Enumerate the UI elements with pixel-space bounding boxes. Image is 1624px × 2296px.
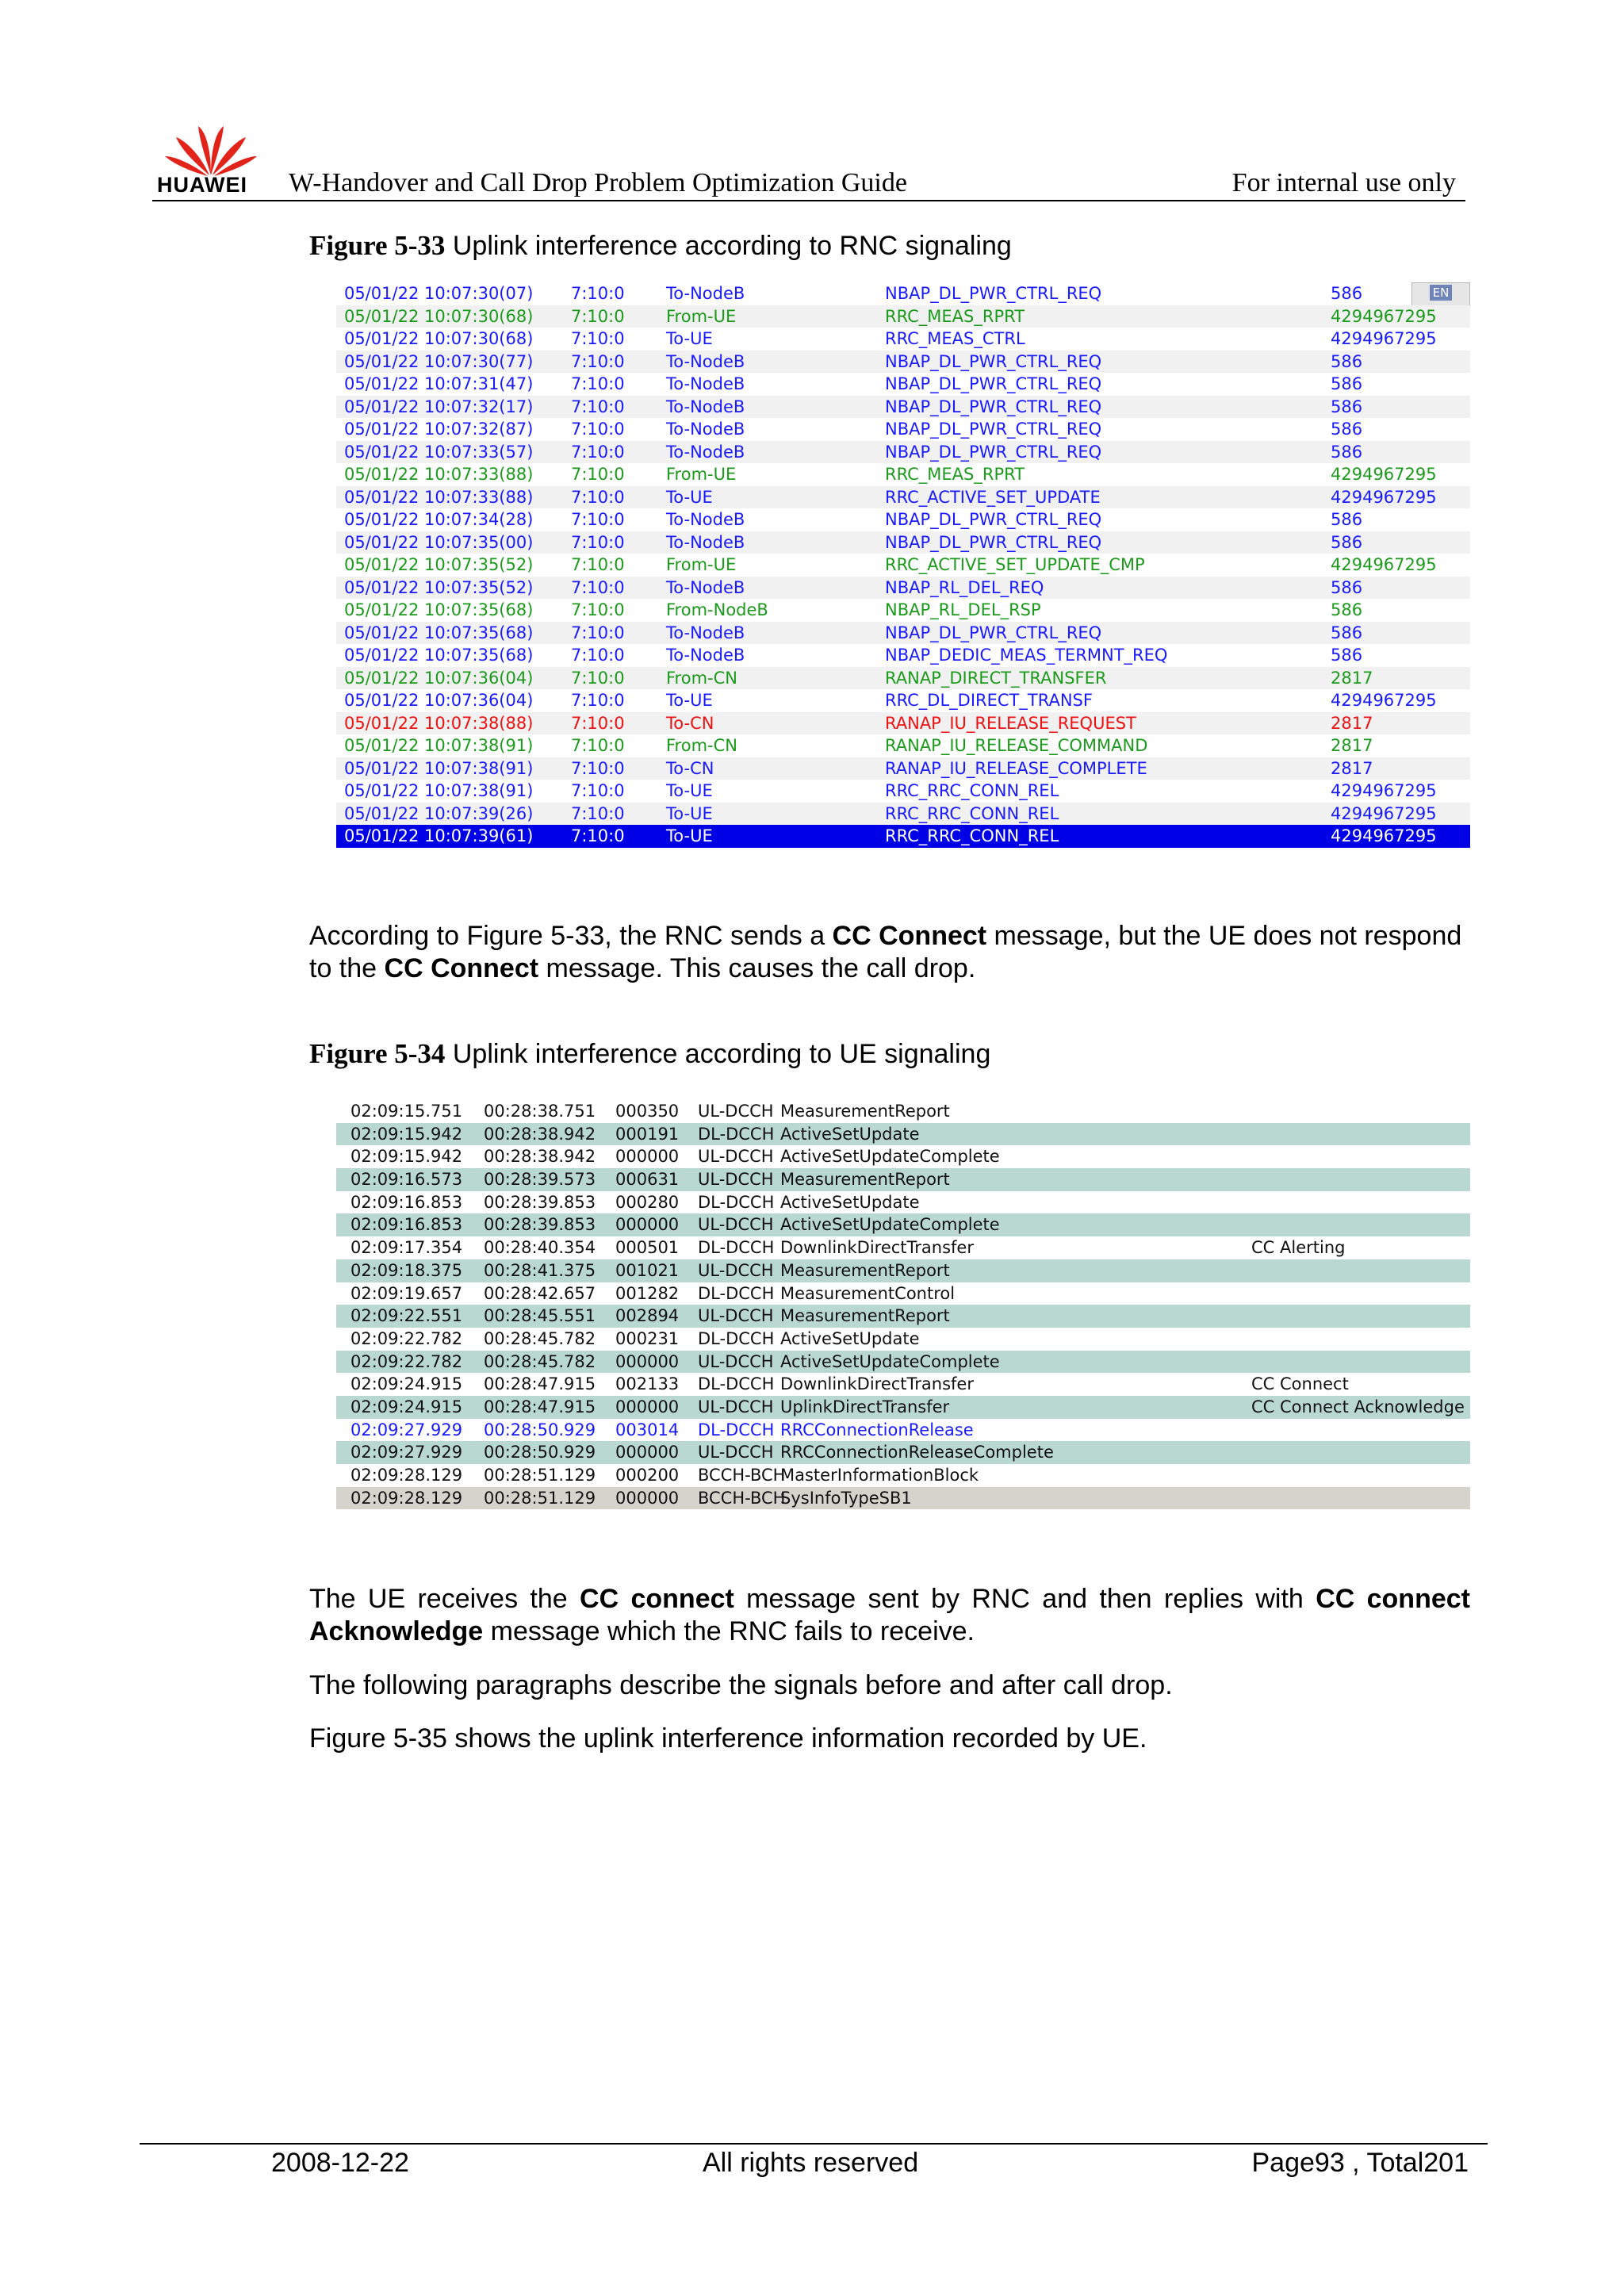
message-cell: NBAP_DL_PWR_CTRL_REQ <box>885 442 1102 462</box>
cell-id-cell: 7:10:0 <box>571 397 625 416</box>
message-cell: RANAP_IU_RELEASE_COMMAND <box>885 736 1148 755</box>
cell-id-cell: 7:10:0 <box>571 691 625 710</box>
message-cell: RRCConnectionRelease <box>780 1420 974 1439</box>
table-row[interactable] <box>336 1236 1470 1259</box>
direction-cell: To-NodeB <box>666 397 745 416</box>
value-cell: 2817 <box>1331 668 1373 688</box>
message-cell: DownlinkDirectTransfer <box>780 1238 974 1258</box>
elapsed-cell: 00:28:45.551 <box>484 1306 596 1326</box>
time-cell: 05/01/22 10:07:31(47) <box>344 374 534 393</box>
channel-cell: DL-DCCH <box>698 1238 775 1258</box>
figure-34-title: Uplink interference according to UE signaling <box>452 1039 991 1069</box>
value-cell: 586 <box>1331 532 1363 552</box>
table-row[interactable] <box>336 1396 1470 1419</box>
time-cell: 02:09:22.551 <box>350 1306 463 1326</box>
cell-id-cell: 7:10:0 <box>571 781 625 800</box>
sequence-cell: 000200 <box>615 1466 680 1485</box>
cell-id-cell: 7:10:0 <box>571 374 625 393</box>
channel-cell: UL-DCCH <box>698 1170 774 1190</box>
sequence-cell: 000000 <box>615 1351 680 1371</box>
channel-cell: UL-DCCH <box>698 1260 774 1280</box>
value-cell: 4294967295 <box>1331 691 1437 710</box>
figure-33-title: Uplink interference according to RNC signaling <box>452 231 1012 261</box>
direction-cell: From-UE <box>666 555 737 574</box>
para2-text-a: The UE receives the <box>309 1584 580 1614</box>
direction-cell: To-NodeB <box>666 646 745 665</box>
time-cell: 05/01/22 10:07:30(68) <box>344 306 534 326</box>
sequence-cell: 002133 <box>615 1374 680 1394</box>
direction-cell: To-UE <box>666 781 713 800</box>
table-row[interactable] <box>336 1168 1470 1191</box>
language-badge[interactable] <box>1411 282 1470 308</box>
sequence-cell: 000191 <box>615 1124 680 1144</box>
value-cell: 586 <box>1331 374 1363 393</box>
figure-33-label: Figure 5-33 <box>309 230 446 261</box>
sequence-cell: 000501 <box>615 1238 680 1258</box>
cell-id-cell: 7:10:0 <box>571 646 625 665</box>
cell-id-cell: 7:10:0 <box>571 668 625 688</box>
table-row[interactable] <box>336 689 1470 712</box>
message-cell: MeasurementControl <box>780 1283 956 1303</box>
value-cell: 586 <box>1331 284 1363 303</box>
paragraph-figure-35-reference: Figure 5-35 shows the uplink interference information recorded by UE. <box>309 1723 1147 1754</box>
table-row[interactable] <box>336 577 1470 600</box>
elapsed-cell: 00:28:39.853 <box>484 1192 596 1212</box>
time-cell: 05/01/22 10:07:36(04) <box>344 668 534 688</box>
table-row[interactable] <box>336 757 1470 780</box>
message-cell: MeasurementReport <box>780 1102 950 1121</box>
direction-cell: To-UE <box>666 487 713 507</box>
time-cell: 02:09:22.782 <box>350 1328 463 1348</box>
value-cell: 4294967295 <box>1331 465 1437 484</box>
message-cell: RRC_ACTIVE_SET_UPDATE <box>885 487 1101 507</box>
channel-cell: UL-DCCH <box>698 1102 774 1121</box>
time-cell: 02:09:28.129 <box>350 1466 463 1485</box>
paragraph-ue-cc-connect <box>309 1583 1470 1648</box>
message-cell: MeasurementReport <box>780 1260 950 1280</box>
classification-label: For internal use only <box>1231 168 1456 197</box>
time-cell: 02:09:24.915 <box>350 1397 463 1416</box>
sequence-cell: 000350 <box>615 1102 680 1121</box>
note-cell: CC Alerting <box>1251 1238 1346 1258</box>
language-badge-label: EN <box>1430 285 1452 301</box>
cell-id-cell: 7:10:0 <box>571 713 625 733</box>
elapsed-cell: 00:28:50.929 <box>484 1420 596 1439</box>
table-row[interactable] <box>336 667 1470 690</box>
para2-line-2 <box>309 1616 1470 1648</box>
para2-text-c: message sent by RNC and then replies with <box>733 1584 1316 1614</box>
message-cell: NBAP_DEDIC_MEAS_TERMNT_REQ <box>885 646 1168 665</box>
time-cell: 05/01/22 10:07:34(28) <box>344 510 534 529</box>
elapsed-cell: 00:28:39.853 <box>484 1215 596 1235</box>
time-cell: 05/01/22 10:07:32(87) <box>344 420 534 439</box>
table-row[interactable] <box>336 1259 1470 1282</box>
elapsed-cell: 00:28:45.782 <box>484 1328 596 1348</box>
table-row[interactable] <box>336 531 1470 554</box>
cell-id-cell: 7:10:0 <box>571 487 625 507</box>
document-title: W-Handover and Call Drop Problem Optimization Guide <box>289 168 907 197</box>
table-row[interactable] <box>336 712 1470 735</box>
channel-cell: UL-DCCH <box>698 1215 774 1235</box>
header-divider <box>152 200 1465 201</box>
message-cell: UplinkDirectTransfer <box>780 1397 950 1416</box>
value-cell: 586 <box>1331 397 1363 416</box>
sequence-cell: 000280 <box>615 1192 680 1212</box>
channel-cell: UL-DCCH <box>698 1351 774 1371</box>
time-cell: 05/01/22 10:07:38(91) <box>344 736 534 755</box>
table-row[interactable] <box>336 328 1470 351</box>
table-row[interactable] <box>336 1419 1470 1442</box>
elapsed-cell: 00:28:51.129 <box>484 1488 596 1508</box>
message-cell: RANAP_IU_RELEASE_COMPLETE <box>885 758 1147 778</box>
note-cell: CC Connect Acknowledge <box>1251 1397 1465 1416</box>
elapsed-cell: 00:28:47.915 <box>484 1397 596 1416</box>
table-row[interactable] <box>336 1441 1470 1464</box>
sequence-cell: 003014 <box>615 1420 680 1439</box>
cell-id-cell: 7:10:0 <box>571 284 625 303</box>
table-row[interactable] <box>336 486 1470 509</box>
figure-34-caption <box>309 1038 990 1070</box>
elapsed-cell: 00:28:38.751 <box>484 1102 596 1121</box>
message-cell: RANAP_DIRECT_TRANSFER <box>885 668 1107 688</box>
time-cell: 05/01/22 10:07:38(91) <box>344 758 534 778</box>
direction-cell: From-UE <box>666 465 737 484</box>
message-cell: ActiveSetUpdateComplete <box>780 1215 1000 1235</box>
time-cell: 02:09:22.782 <box>350 1351 463 1371</box>
ue-signaling-table <box>336 1100 1470 1509</box>
value-cell: 2817 <box>1331 736 1373 755</box>
value-cell: 4294967295 <box>1331 803 1437 823</box>
para1-text-e: message. This causes the call drop. <box>538 953 976 983</box>
time-cell: 02:09:19.657 <box>350 1283 463 1303</box>
cell-id-cell: 7:10:0 <box>571 465 625 484</box>
message-cell: RRC_MEAS_CTRL <box>885 329 1025 348</box>
direction-cell: To-NodeB <box>666 442 745 462</box>
para2-text-f: message which the RNC fails to receive. <box>483 1616 975 1646</box>
elapsed-cell: 00:28:45.782 <box>484 1351 596 1371</box>
message-cell: SysInfoTypeSB1 <box>780 1488 912 1508</box>
message-cell: NBAP_DL_PWR_CTRL_REQ <box>885 351 1102 371</box>
channel-cell: UL-DCCH <box>698 1147 774 1167</box>
message-cell: RRC_MEAS_RPRT <box>885 306 1025 326</box>
direction-cell: To-UE <box>666 329 713 348</box>
direction-cell: To-NodeB <box>666 623 745 642</box>
time-cell: 02:09:28.129 <box>350 1488 463 1508</box>
paragraph-signals-description: The following paragraphs describe the signals before and after call drop. <box>309 1670 1173 1700</box>
table-row[interactable] <box>336 644 1470 667</box>
table-row[interactable] <box>336 351 1470 374</box>
sequence-cell: 002894 <box>615 1306 680 1326</box>
cell-id-cell: 7:10:0 <box>571 532 625 552</box>
direction-cell: To-UE <box>666 691 713 710</box>
value-cell: 4294967295 <box>1331 487 1437 507</box>
table-row[interactable] <box>336 1123 1470 1146</box>
table-row[interactable] <box>336 780 1470 803</box>
table-row[interactable] <box>336 1373 1470 1396</box>
cell-id-cell: 7:10:0 <box>571 351 625 371</box>
table-row[interactable] <box>336 441 1470 464</box>
elapsed-cell: 00:28:42.657 <box>484 1283 596 1303</box>
table-row[interactable] <box>336 1464 1470 1487</box>
time-cell: 02:09:15.942 <box>350 1147 463 1167</box>
time-cell: 02:09:17.354 <box>350 1238 463 1258</box>
message-cell: RRC_RRC_CONN_REL <box>885 826 1059 845</box>
channel-cell: DL-DCCH <box>698 1192 775 1212</box>
elapsed-cell: 00:28:51.129 <box>484 1466 596 1485</box>
direction-cell: To-NodeB <box>666 351 745 371</box>
table-row[interactable] <box>336 305 1470 328</box>
value-cell: 4294967295 <box>1331 329 1437 348</box>
table-row[interactable] <box>336 622 1470 645</box>
table-row[interactable] <box>336 508 1470 531</box>
cell-id-cell: 7:10:0 <box>571 736 625 755</box>
figure-33-caption <box>309 230 1012 262</box>
sequence-cell: 000000 <box>615 1488 680 1508</box>
direction-cell: From-UE <box>666 306 737 326</box>
table-row[interactable] <box>336 418 1470 441</box>
message-cell: NBAP_RL_DEL_RSP <box>885 600 1041 619</box>
para2-bold-cc-connect-2: CC connect <box>1316 1584 1470 1614</box>
value-cell: 586 <box>1331 351 1363 371</box>
cell-id-cell: 7:10:0 <box>571 420 625 439</box>
message-cell: RRC_RRC_CONN_REL <box>885 781 1059 800</box>
message-cell: NBAP_RL_DEL_REQ <box>885 577 1044 597</box>
direction-cell: From-NodeB <box>666 600 768 619</box>
message-cell: ActiveSetUpdate <box>780 1124 920 1144</box>
note-cell: CC Connect <box>1251 1374 1349 1394</box>
time-cell: 02:09:18.375 <box>350 1260 463 1280</box>
table-row[interactable] <box>336 825 1470 848</box>
time-cell: 05/01/22 10:07:33(88) <box>344 487 534 507</box>
table-row[interactable] <box>336 1100 1470 1123</box>
table-row[interactable] <box>336 396 1470 419</box>
table-row[interactable] <box>336 1213 1470 1236</box>
message-cell: NBAP_DL_PWR_CTRL_REQ <box>885 532 1102 552</box>
channel-cell: UL-DCCH <box>698 1306 774 1326</box>
value-cell: 4294967295 <box>1331 826 1437 845</box>
elapsed-cell: 00:28:47.915 <box>484 1374 596 1394</box>
message-cell: RRC_ACTIVE_SET_UPDATE_CMP <box>885 555 1145 574</box>
value-cell: 2817 <box>1331 758 1373 778</box>
message-cell: NBAP_DL_PWR_CTRL_REQ <box>885 420 1102 439</box>
time-cell: 02:09:15.751 <box>350 1102 463 1121</box>
time-cell: 02:09:27.929 <box>350 1443 463 1462</box>
direction-cell: To-NodeB <box>666 510 745 529</box>
table-row[interactable] <box>336 282 1470 305</box>
direction-cell: To-CN <box>666 758 714 778</box>
direction-cell: To-NodeB <box>666 577 745 597</box>
time-cell: 05/01/22 10:07:30(07) <box>344 284 534 303</box>
direction-cell: To-CN <box>666 713 714 733</box>
para2-line-1 <box>309 1583 1470 1616</box>
time-cell: 05/01/22 10:07:38(91) <box>344 781 534 800</box>
direction-cell: To-NodeB <box>666 374 745 393</box>
time-cell: 05/01/22 10:07:33(57) <box>344 442 534 462</box>
direction-cell: To-NodeB <box>666 532 745 552</box>
table-row[interactable] <box>336 803 1470 826</box>
message-cell: ActiveSetUpdate <box>780 1328 920 1348</box>
value-cell: 586 <box>1331 600 1363 619</box>
time-cell: 05/01/22 10:07:36(04) <box>344 691 534 710</box>
cell-id-cell: 7:10:0 <box>571 600 625 619</box>
para1-text-a: According to Figure 5-33, the RNC sends a <box>309 921 833 951</box>
paragraph-rnc-cc-connect <box>309 920 1470 985</box>
cell-id-cell: 7:10:0 <box>571 577 625 597</box>
channel-cell: DL-DCCH <box>698 1374 775 1394</box>
para1-text-c: message, but the UE does not respond to the <box>309 921 1462 983</box>
message-cell: MeasurementReport <box>780 1306 950 1326</box>
cell-id-cell: 7:10:0 <box>571 510 625 529</box>
cell-id-cell: 7:10:0 <box>571 329 625 348</box>
sequence-cell: 001021 <box>615 1260 680 1280</box>
elapsed-cell: 00:28:50.929 <box>484 1443 596 1462</box>
channel-cell: BCCH-BCH <box>698 1488 786 1508</box>
logo-wordmark: HUAWEI <box>157 173 247 197</box>
cell-id-cell: 7:10:0 <box>571 442 625 462</box>
footer-page: Page93 , Total201 <box>1251 2148 1469 2178</box>
table-row[interactable] <box>336 1351 1470 1374</box>
sequence-cell: 000000 <box>615 1397 680 1416</box>
table-row[interactable] <box>336 1282 1470 1305</box>
elapsed-cell: 00:28:39.573 <box>484 1170 596 1190</box>
message-cell: RANAP_IU_RELEASE_REQUEST <box>885 713 1136 733</box>
table-row[interactable] <box>336 1487 1470 1510</box>
sequence-cell: 001282 <box>615 1283 680 1303</box>
table-row[interactable] <box>336 373 1470 396</box>
sequence-cell: 000231 <box>615 1328 680 1348</box>
table-row[interactable] <box>336 554 1470 577</box>
channel-cell: UL-DCCH <box>698 1443 774 1462</box>
time-cell: 02:09:27.929 <box>350 1420 463 1439</box>
elapsed-cell: 00:28:38.942 <box>484 1124 596 1144</box>
sequence-cell: 000631 <box>615 1170 680 1190</box>
direction-cell: To-NodeB <box>666 420 745 439</box>
time-cell: 05/01/22 10:07:38(88) <box>344 713 534 733</box>
table-row[interactable] <box>336 1191 1470 1214</box>
message-cell: NBAP_DL_PWR_CTRL_REQ <box>885 623 1102 642</box>
time-cell: 05/01/22 10:07:35(52) <box>344 577 534 597</box>
table-row[interactable] <box>336 1305 1470 1328</box>
para1-bold-cc-connect: CC Connect <box>832 921 987 951</box>
value-cell: 4294967295 <box>1331 306 1437 326</box>
cell-id-cell: 7:10:0 <box>571 803 625 823</box>
time-cell: 02:09:15.942 <box>350 1124 463 1144</box>
table-row[interactable] <box>336 599 1470 622</box>
value-cell: 586 <box>1331 510 1363 529</box>
message-cell: DownlinkDirectTransfer <box>780 1374 974 1394</box>
footer-divider <box>140 2143 1488 2145</box>
table-row[interactable] <box>336 1328 1470 1351</box>
time-cell: 05/01/22 10:07:32(17) <box>344 397 534 416</box>
direction-cell: To-UE <box>666 826 713 845</box>
value-cell: 4294967295 <box>1331 781 1437 800</box>
figure-34-label: Figure 5-34 <box>309 1038 446 1069</box>
para2-bold-acknowledge: Acknowledge <box>309 1616 484 1646</box>
message-cell: RRC_MEAS_RPRT <box>885 465 1025 484</box>
para1-bold-cc-connect-2: CC Connect <box>384 953 539 983</box>
time-cell: 05/01/22 10:07:35(68) <box>344 623 534 642</box>
channel-cell: DL-DCCH <box>698 1420 775 1439</box>
time-cell: 05/01/22 10:07:35(00) <box>344 532 534 552</box>
time-cell: 05/01/22 10:07:35(68) <box>344 646 534 665</box>
cell-id-cell: 7:10:0 <box>571 623 625 642</box>
cell-id-cell: 7:10:0 <box>571 306 625 326</box>
time-cell: 05/01/22 10:07:30(77) <box>344 351 534 371</box>
footer-rights: All rights reserved <box>703 2148 919 2178</box>
channel-cell: DL-DCCH <box>698 1328 775 1348</box>
elapsed-cell: 00:28:38.942 <box>484 1147 596 1167</box>
cell-id-cell: 7:10:0 <box>571 758 625 778</box>
message-cell: ActiveSetUpdateComplete <box>780 1147 1000 1167</box>
time-cell: 05/01/22 10:07:30(68) <box>344 329 534 348</box>
message-cell: ActiveSetUpdate <box>780 1192 920 1212</box>
table-row[interactable] <box>336 1145 1470 1168</box>
time-cell: 02:09:16.573 <box>350 1170 463 1190</box>
time-cell: 05/01/22 10:07:39(61) <box>344 826 534 845</box>
cell-id-cell: 7:10:0 <box>571 555 625 574</box>
sequence-cell: 000000 <box>615 1215 680 1235</box>
channel-cell: BCCH-BCH <box>698 1466 786 1485</box>
value-cell: 586 <box>1331 577 1363 597</box>
message-cell: RRCConnectionReleaseComplete <box>780 1443 1054 1462</box>
direction-cell: To-NodeB <box>666 284 745 303</box>
value-cell: 586 <box>1331 420 1363 439</box>
value-cell: 586 <box>1331 623 1363 642</box>
table-row[interactable] <box>336 734 1470 757</box>
time-cell: 05/01/22 10:07:35(68) <box>344 600 534 619</box>
time-cell: 05/01/22 10:07:33(88) <box>344 465 534 484</box>
direction-cell: From-CN <box>666 736 737 755</box>
para2-bold-cc-connect: CC connect <box>580 1584 734 1614</box>
message-cell: NBAP_DL_PWR_CTRL_REQ <box>885 397 1102 416</box>
message-cell: NBAP_DL_PWR_CTRL_REQ <box>885 374 1102 393</box>
direction-cell: From-CN <box>666 668 737 688</box>
message-cell: RRC_DL_DIRECT_TRANSF <box>885 691 1093 710</box>
time-cell: 02:09:16.853 <box>350 1215 463 1235</box>
value-cell: 4294967295 <box>1331 555 1437 574</box>
rnc-signaling-table <box>336 282 1470 848</box>
table-row[interactable] <box>336 463 1470 486</box>
sequence-cell: 000000 <box>615 1443 680 1462</box>
time-cell: 05/01/22 10:07:39(26) <box>344 803 534 823</box>
message-cell: RRC_RRC_CONN_REL <box>885 803 1059 823</box>
value-cell: 586 <box>1331 646 1363 665</box>
sequence-cell: 000000 <box>615 1147 680 1167</box>
elapsed-cell: 00:28:40.354 <box>484 1238 596 1258</box>
message-cell: MasterInformationBlock <box>780 1466 979 1485</box>
channel-cell: DL-DCCH <box>698 1283 775 1303</box>
value-cell: 2817 <box>1331 713 1373 733</box>
message-cell: MeasurementReport <box>780 1170 950 1190</box>
cell-id-cell: 7:10:0 <box>571 826 625 845</box>
channel-cell: DL-DCCH <box>698 1124 775 1144</box>
message-cell: NBAP_DL_PWR_CTRL_REQ <box>885 284 1102 303</box>
direction-cell: To-UE <box>666 803 713 823</box>
elapsed-cell: 00:28:41.375 <box>484 1260 596 1280</box>
message-cell: ActiveSetUpdateComplete <box>780 1351 1000 1371</box>
time-cell: 02:09:24.915 <box>350 1374 463 1394</box>
time-cell: 05/01/22 10:07:35(52) <box>344 555 534 574</box>
time-cell: 02:09:16.853 <box>350 1192 463 1212</box>
footer-date: 2008-12-22 <box>271 2148 409 2178</box>
value-cell: 586 <box>1331 442 1363 462</box>
message-cell: NBAP_DL_PWR_CTRL_REQ <box>885 510 1102 529</box>
channel-cell: UL-DCCH <box>698 1397 774 1416</box>
